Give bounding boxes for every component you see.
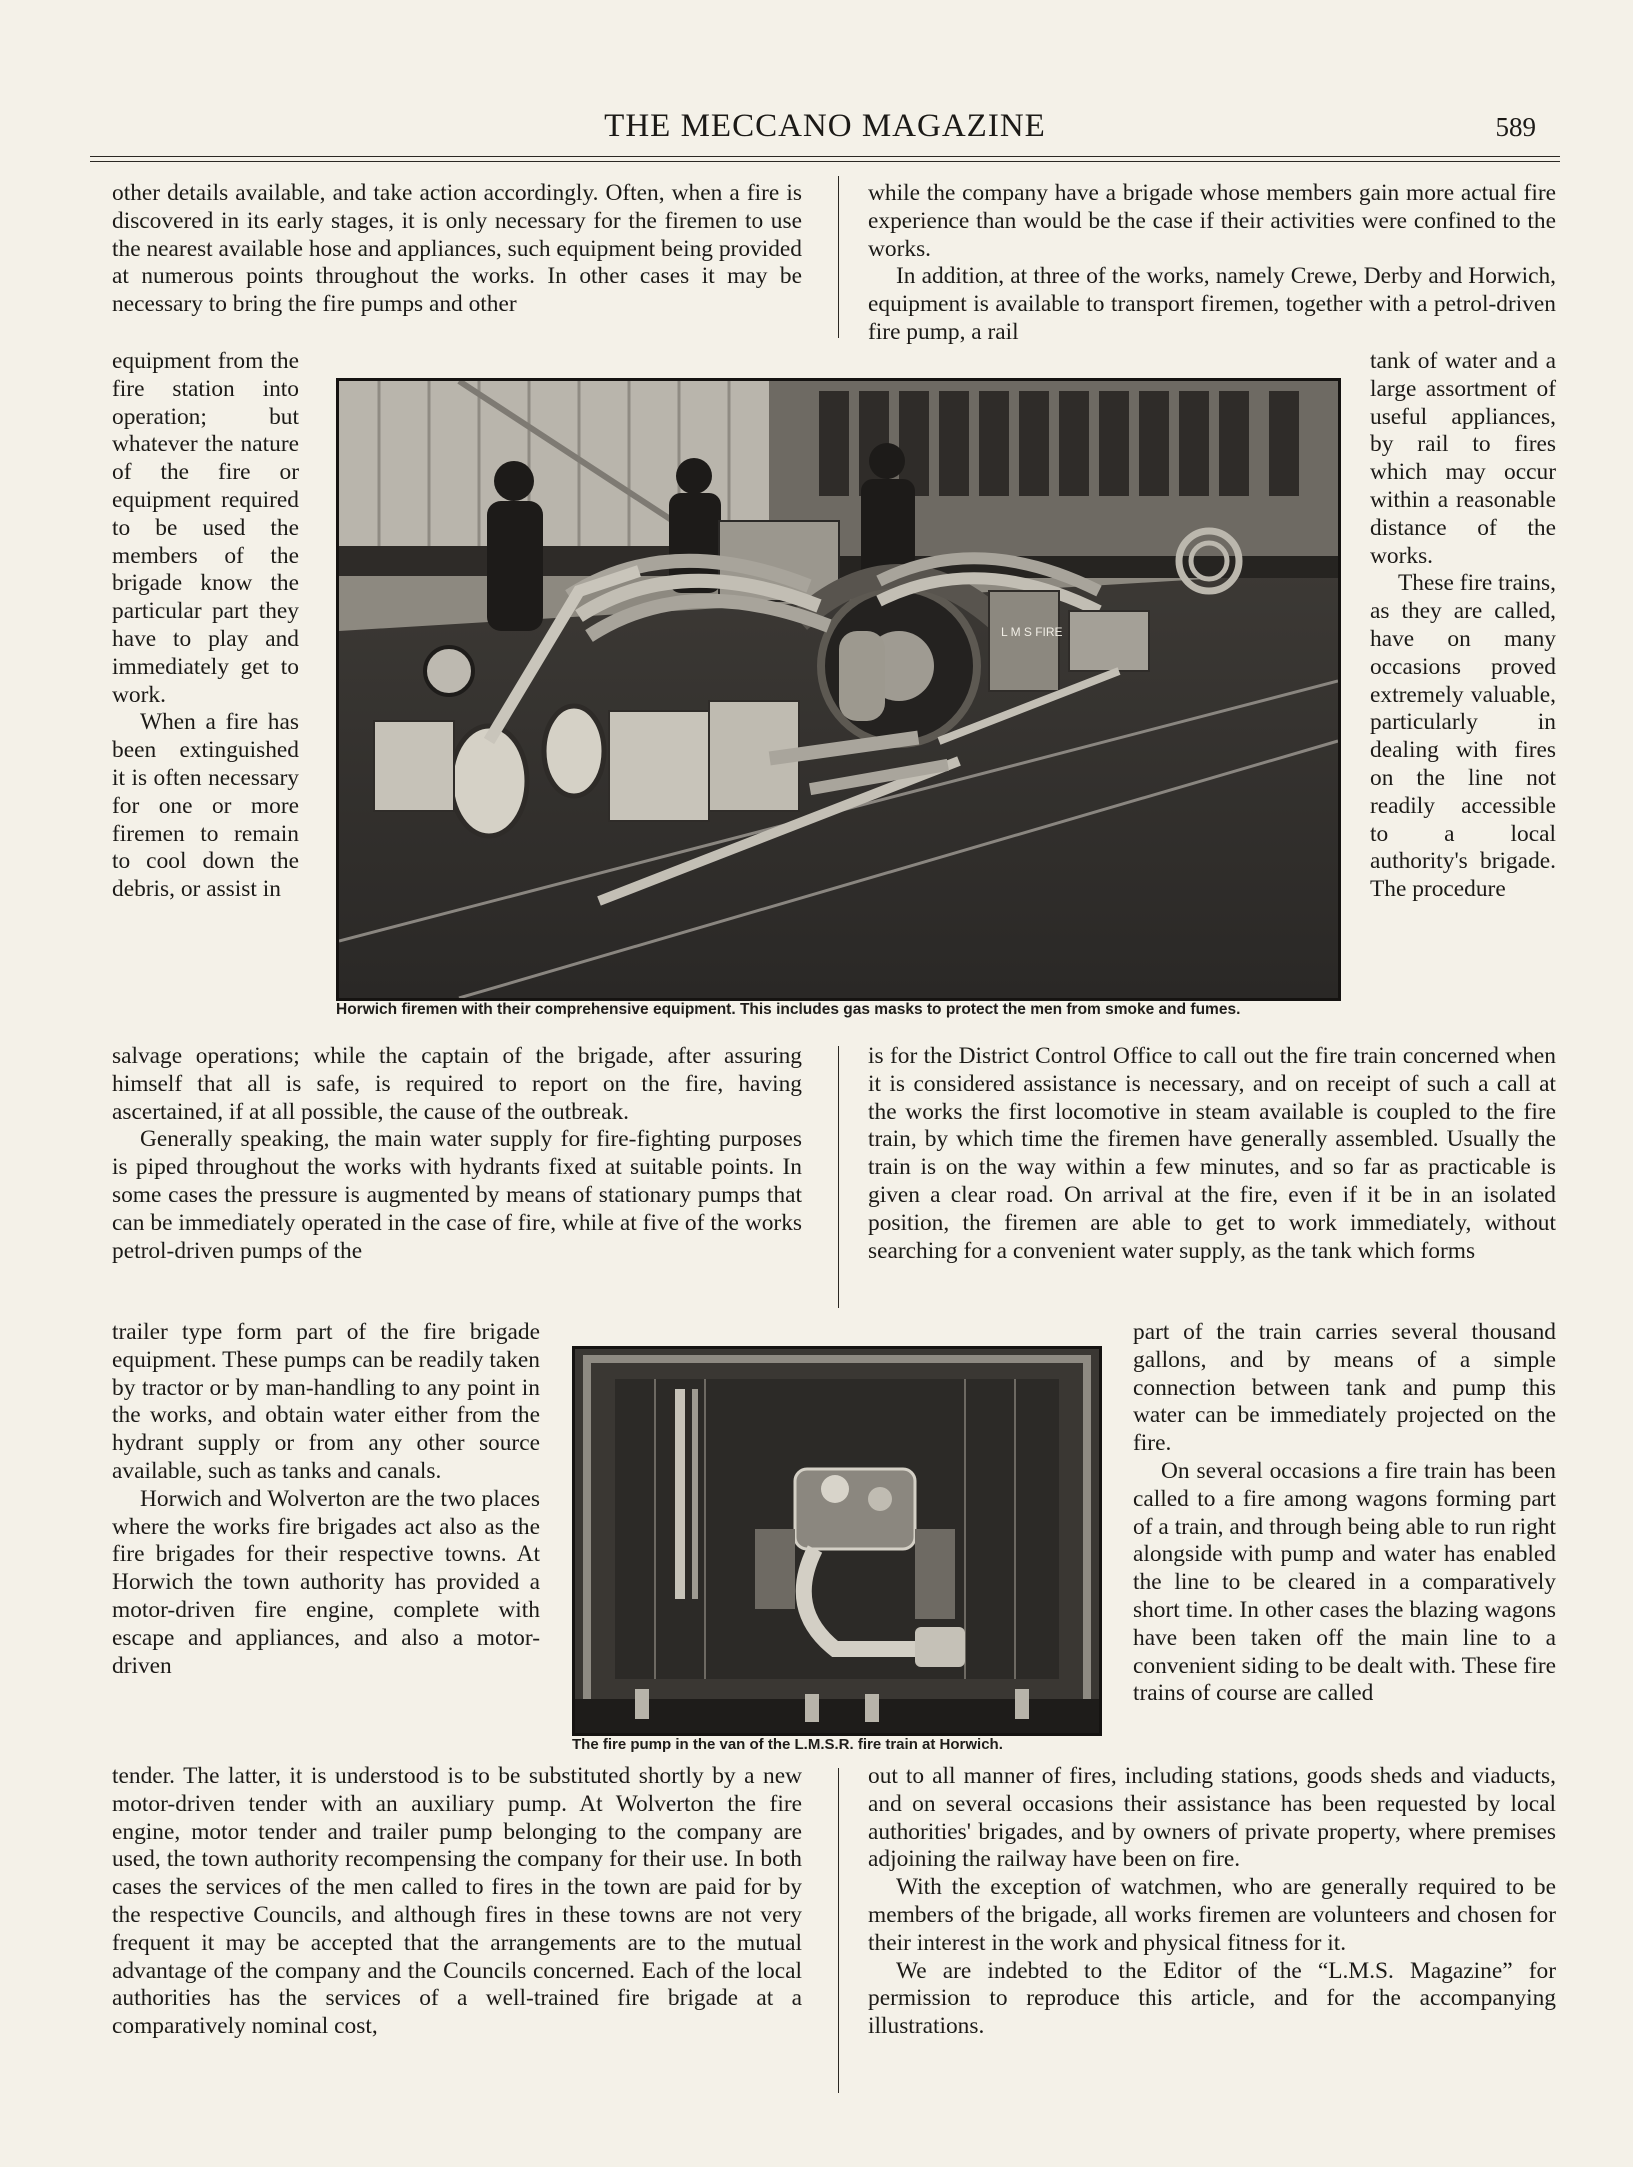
col2-lower-narrow-text: part of the train carries several thousand gallons, and by means of a simple connection between tank and pump this water can be immediately projected on the fire. On several occasions a fire train has been called to a fire among wagons forming part of a train, and through being able to run right alongside with pump and water has enabled the line to be cleared in a comparatively short time. In other cases the blazing wagons have been taken off the main line to a convenient siding to be dealt with. These fire trains of course are called <box>1133 1319 1556 1707</box>
col2-mid-text: is for the District Control Office to call out the fire train concerned when it is considered assistance is necessary, and on receipt of such a call at the works the first locomotive in steam available is coupled to the fire train, by which time the firemen have generally assembled. Usually the train is on the way within a few minutes, and so far as practicable is given a clear road. On arrival at the fire, even if it be in an isolated position, the firemen are able to get to work immediately, without searching for a convenient water supply, as the tank which forms <box>868 1043 1556 1264</box>
firemen-equipment-photo <box>336 378 1341 1001</box>
page-number: 589 <box>1495 112 1536 142</box>
fire-pump-illustration <box>575 1349 1099 1733</box>
col1-mid-text: salvage operations; while the captain of the brigade, after assuring himself that all is safe, is required to report on the fire, having ascertained, if at all possible, the cause of the outbreak. Generally speaking, the main water supply for fire-fighting purposes is piped throughout the works with hydrants fixed at suitable points. In some cases the pressure is augmented by means of stationary pumps that can be immediately operated in the case of fire, while at five of the works petrol-driven pumps of the <box>112 1043 802 1264</box>
firemen-equipment-illustration <box>339 381 1338 998</box>
column-divider-middle <box>838 1046 839 1308</box>
magazine-title: THE MECCANO MAGAZINE <box>604 108 1046 144</box>
page-header <box>90 108 1560 158</box>
col2-narrow-text: tank of water and a large assortment of useful appliances, by rail to fires which may occur within a reasonable distance of the works. These fire trains, as they are called, have on many occasions proved extremely valuable, particularly in dealing with fires on the line not readily accessible to a local authority's brigade. The procedure <box>1370 348 1556 903</box>
header-rule-thin <box>90 161 1560 162</box>
fire-pump-photo-caption: The fire pump in the van of the L.M.S.R. fire train at Horwich. <box>572 1736 1003 1753</box>
col2-bottom-text: out to all manner of fires, including stations, goods sheds and viaducts, and on several occasions their assistance has been requested by local authorities' brigades, and by owners of private property, where premises adjoining the railway have been on fire. With the exception of watchmen, who are generally required to be members of the brigade, all works firemen are volunteers and chosen for their interest in the work and physical fitness for it. We are indebted to the Editor of the “L.M.S. Magazine” for permission to reproduce this article, and for the accompanying illustrations. <box>868 1763 1556 2040</box>
col2-top-text: while the company have a brigade whose members gain more actual fire experience than would be the case if their activities were confined to the works. In addition, at three of the works, namely Crewe, Derby and Horwich, equipment is available to transport firemen, together with a petrol-driven fire pump, a rail <box>868 180 1556 345</box>
column-divider-bottom <box>838 1768 839 2093</box>
firemen-photo-caption: Horwich firemen with their comprehensive equipment. This includes gas masks to protect the men from smoke and fumes. <box>336 1001 1241 1018</box>
fire-pump-photo <box>572 1346 1102 1736</box>
col1-top-text: other details available, and take action accordingly. Often, when a fire is discovered in its early stages, it is only necessary for the firemen to use the nearest available hose and appliances, such equipment being provided at numerous points throughout the works. In other cases it may be necessary to bring the fire pumps and other <box>112 180 802 318</box>
column-divider-top <box>838 176 839 338</box>
header-rule <box>90 156 1560 157</box>
col1-bottom-text: tender. The latter, it is understood is to be substituted shortly by a new motor-driven tender with an auxiliary pump. At Wolverton the fire engine, motor tender and trailer pump belonging to the company are used, the town authority recompensing the company for their use. In both cases the services of the men called to fires in the town are paid for by the respective Councils, and although fires in these towns are not very frequent it may be accepted that the arrangements are to the mutual advantage of the company and the Councils concerned. Each of the local authorities has the services of a well-trained fire brigade at a comparatively nominal cost, <box>112 1763 802 2040</box>
col1-lower-narrow-text: trailer type form part of the fire brigade equipment. These pumps can be readily taken by tractor or by man-handling to any point in the works, and obtain water either from the hydrant supply or from any other source available, such as tanks and canals. Horwich and Wolverton are the two places where the works fire brigades act also as the fire brigades for their respective towns. At Horwich the town authority has provided a motor-driven fire engine, complete with escape and appliances, and also a motor-driven <box>112 1319 540 1679</box>
van-marking-text: L M S FIRE <box>1001 625 1063 639</box>
col1-narrow-text: equipment from the fire station into operation; but whatever the nature of the fire or equipment required to be used the members of the brigade know the particular part they have to play and immediately get to work. When a fire has been extinguished it is often necessary for one or more firemen to remain to cool down the debris, or assist in <box>112 348 299 903</box>
